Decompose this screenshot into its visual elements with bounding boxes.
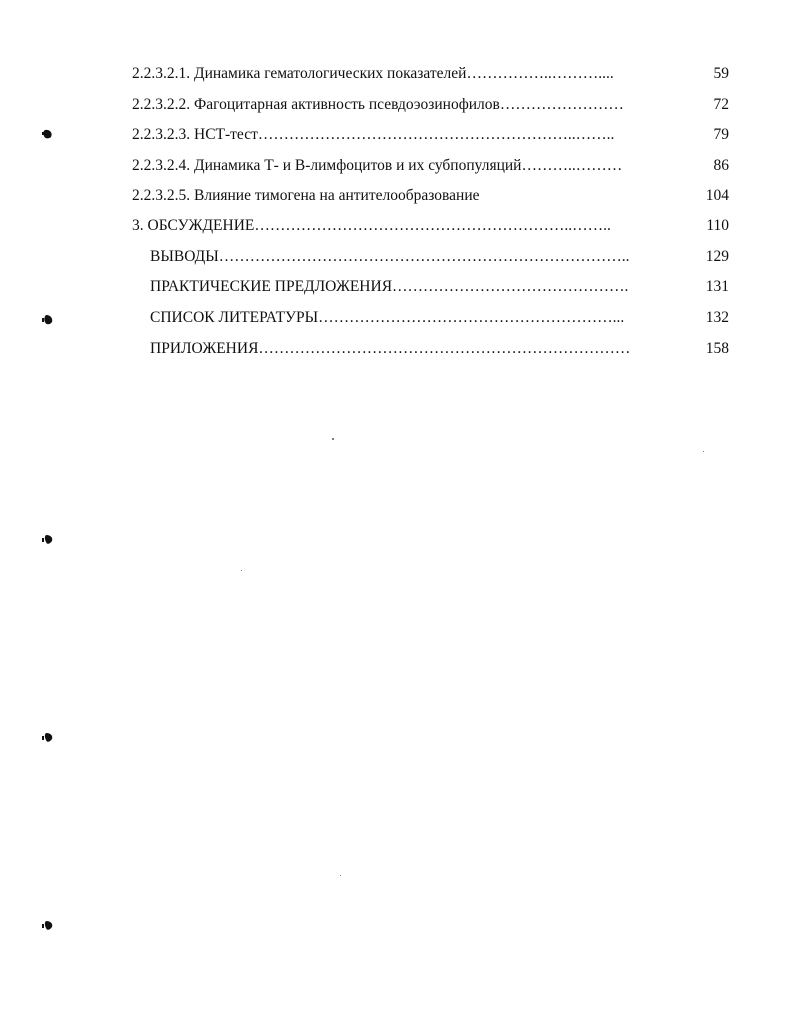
toc-entry-title: ВЫВОДЫ…………………………………………………………………….. xyxy=(150,248,630,265)
toc-entry xyxy=(0,123,799,147)
binder-hole-icon xyxy=(42,314,54,326)
scan-speck xyxy=(332,438,334,440)
toc-entry-page: 132 xyxy=(705,309,729,326)
toc-entry-title: 3. ОБСУЖДЕНИЕ……………………………………………………..…….. xyxy=(132,217,611,234)
toc-entry-title: СПИСОК ЛИТЕРАТУРЫ…………………………………………………... xyxy=(150,309,625,326)
scan-speck xyxy=(340,875,341,876)
toc-entry-page: 79 xyxy=(713,126,729,143)
binder-hole-icon xyxy=(42,534,54,546)
toc-entry-title: 2.2.3.2.3. НСТ-тест……………………………………………………..…….. xyxy=(132,126,615,143)
toc-entry xyxy=(0,337,799,361)
scan-speck xyxy=(703,451,704,452)
toc-entry-title: 2.2.3.2.5. Влияние тимогена на антителообразование xyxy=(132,187,480,204)
toc-entry-page: 131 xyxy=(705,278,729,295)
toc-entry-title: 2.2.3.2.2. Фагоцитарная активность псевдоэозинофилов…………………… xyxy=(132,96,624,113)
toc-entry-page: 72 xyxy=(713,96,729,113)
binder-hole-icon xyxy=(42,128,54,140)
toc-entry-page: 158 xyxy=(705,340,729,357)
toc-entry xyxy=(0,184,799,208)
toc-entry xyxy=(0,214,799,238)
toc-entry-title: ПРИЛОЖЕНИЯ……………………………………………………………… xyxy=(150,340,631,357)
binder-hole-icon xyxy=(42,732,54,744)
toc-entry xyxy=(0,275,799,299)
scan-speck xyxy=(241,570,242,571)
binder-hole-icon xyxy=(42,920,54,932)
toc-entry-title: 2.2.3.2.4. Динамика Т- и В-лимфоцитов и их субпопуляций………..……… xyxy=(132,157,623,174)
toc-entry-page: 104 xyxy=(705,187,729,204)
toc-entry xyxy=(0,245,799,269)
toc-entry-page: 110 xyxy=(706,217,729,234)
toc-entry-title: 2.2.3.2.1. Динамика гематологических показателей……………..……….... xyxy=(132,65,614,82)
toc-entry xyxy=(0,154,799,178)
toc-entry xyxy=(0,93,799,117)
toc-entry xyxy=(0,62,799,86)
toc-entry-page: 129 xyxy=(705,248,729,265)
toc-entry-title: ПРАКТИЧЕСКИЕ ПРЕДЛОЖЕНИЯ………………………………………. xyxy=(150,278,629,295)
toc-entry-page: 86 xyxy=(713,157,729,174)
toc-entry-page: 59 xyxy=(713,65,729,82)
table-of-contents xyxy=(0,0,799,400)
toc-entry xyxy=(0,306,799,330)
